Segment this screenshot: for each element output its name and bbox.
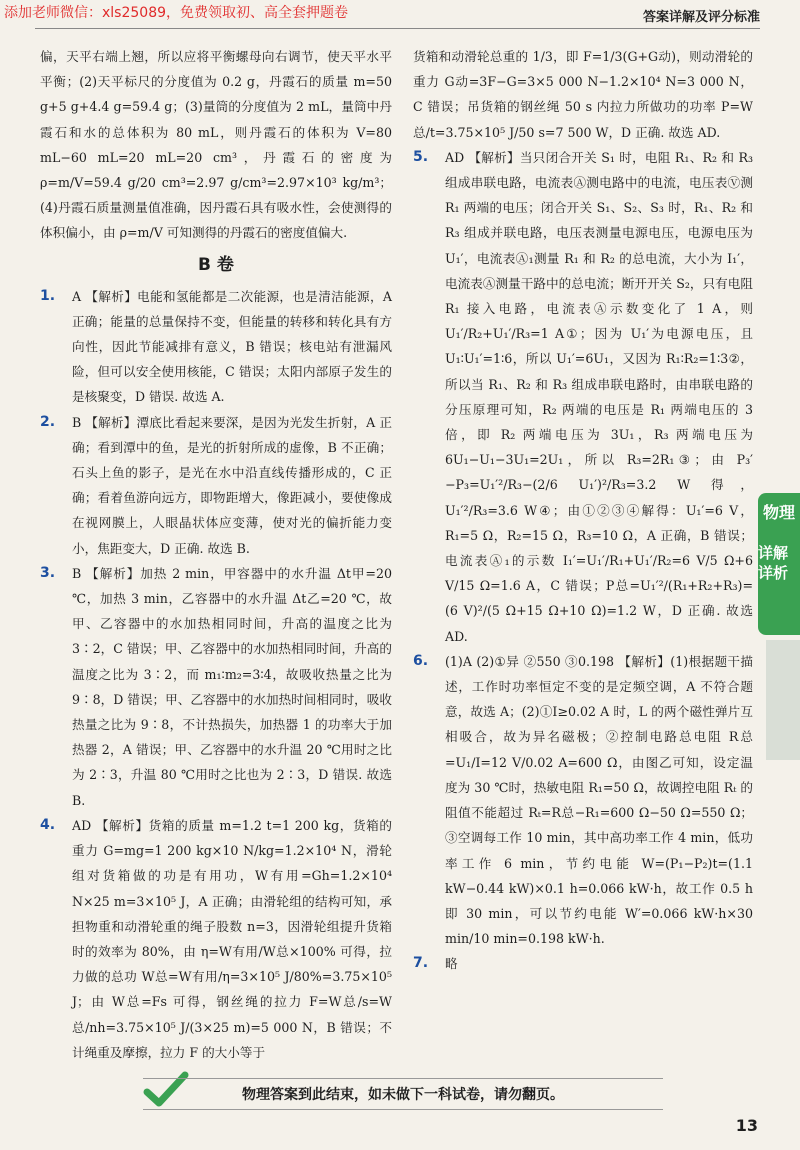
item-text: A 【解析】电能和氢能都是二次能源，也是清洁能源，A 正确；能量的总量保持不变，但能量的转移和转化具有方向性，因此节能减排有意义，B 错误；核电站有泄漏风险，但可以安全使用核能，C 错误；太阳内部原子发生的是核聚变，D 错误. 故选 A. xyxy=(72,288,392,405)
item-text: AD 【解析】当只闭合开关 S₁ 时，电阻 R₁、R₂ 和 R₃ 组成串联电路，电流表Ⓐ测电路中的电流，电压表Ⓥ测 R₁ 两端的电压；闭合开关 S₁、S₂、S₃ 时，R₁、R₂ 和 R₃ 组成并联电路，电压表测量电源电压，电源电压为 U₁′，电流表Ⓐ₁测量 R₁ 和 R₂ 的总电流，大小为 I₁′，电流表Ⓐ测量干路中的总电流；断开开关 S₂，只有电阻 R₁ 接入电路，电流表Ⓐ示数变化了 1 A，则 U₁′/R₂+U₁′/R₃=1 A①；因为 U₁′为电源电压，且 U₁∶U₁′=1∶6，所以 U₁′=6U₁，又因为 R₁∶R₂=1∶3②，所以当 R₁、R₂ 和 R₃ 组成串联电路时，由串联电路的分压原理可知，R₂ 两端的电压是 R₁ 两端电压的 3 倍，即 R₂ 两端电压为 3U₁，R₃ 两端电压为 6U₁−U₁−3U₁=2U₁，所以 R₃=2R₁③；由 P₃′−P₃=U₁′²/R₃−(2/6 U₁′)²/R₃=3.2 W 得，U₁′²/R₃=3.6 W④；由①②③④解得：U₁′=6 V，R₁=5 Ω，R₂=15 Ω，R₃=10 Ω，A 正确，B 错误；电流表Ⓐ₁的示数 I₁′=U₁′/R₁+U₁′/R₂=6 V/5 Ω+6 V/15 Ω=1.6 A，C 错误；P总=U₁′²/(R₁+R₂+R₃)=(6 V)²/(5 Ω+15 Ω+10 Ω)=1.2 W，D 正确. 故选 AD. xyxy=(445,149,753,644)
side-decor-strip xyxy=(766,640,800,760)
item-text: AD 【解析】货箱的质量 m=1.2 t=1 200 kg，货箱的重力 G=mg=1 200 kg×10 N/kg=1.2×10⁴ N，滑轮组对货箱做的功是有用功，W有用=Gh=1.2×10⁴ N×25 m=3×10⁵ J，A 正确；由滑轮组的结构可知，承担物重和动滑轮重的绳子股数 n=3，因滑轮组提升货箱时的效率为 80%，由 η=W有用/W总×100% 可得，拉力做的总功 W总=W有用/η=3×10⁵ J/80%=3.75×10⁵ J；由 W总=Fs 可得，钢丝绳的拉力 F=W总/s=W总/nh=3.75×10⁵ J/(3×25 m)=5 000 N，B 错误；不计绳重及摩擦，拉力 F 的大小等于 xyxy=(72,817,392,1060)
a-section-continuation: 偏，天平右端上翘，所以应将平衡螺母向右调节，使天平水平平衡；(2)天平标尺的分度值为 0.2 g，丹霞石的质量 m=50 g+5 g+4.4 g=59.4 g；(3)量筒的分度值为 2 mL，量筒中丹霞石和水的总体积为 80 mL，则丹霞石的体积为 V=80 mL−60 mL=20 mL=20 cm³，丹霞石的密度为 ρ=m/V=59.4 g/20 cm³=2.97 g/cm³=2.97×10³ kg/m³；(4)丹霞石质量测量值准确，因丹霞石具有吸水性，会使测得的体积偏小，由 ρ=m/V 可知测得的丹霞石的密度值偏大. xyxy=(40,49,392,241)
item-4-continuation: 货箱和动滑轮总重的 1/3，即 F=1/3(G+G动)，则动滑轮的重力 G动=3F−G=3×5 000 N−1.2×10⁴ N=3 000 N，C 错误；吊货箱的钢丝绳 50 s 内拉力所做功的功率 P=W总/t=3.75×10⁵ J/50 s=7 500 W，D 正确. 故选 AD. xyxy=(413,49,753,140)
item-number: 5. xyxy=(413,148,429,165)
answer-item-6 xyxy=(413,649,753,951)
end-of-answers-banner xyxy=(143,1078,663,1110)
item-number: 2. xyxy=(40,413,56,430)
header-divider xyxy=(35,28,760,29)
item-text: (1)A (2)①异 ②550 ③0.198 【解析】(1)根据题干描述，工作时功率恒定不变的是定频空调，A 不符合题意，故选 A；(2)①I≥0.02 A 时，L 的两个磁性弹片互相吸合，故为异名磁极；②控制电路总电阻 R总=U₁/I=12 V/0.02 A=600 Ω，由图乙可知，设定温度为 30 ℃时，热敏电阻 R₁=50 Ω，故调控电阻 Rₜ 的阻值不能超过 Rₜ=R总−R₁=600 Ω−50 Ω=550 Ω；③空调每工作 10 min，其中高功率工作 4 min，低功率工作 6 min，节约电能 W=(P₁−P₂)t=(1.1 kW−0.44 kW)×0.1 h=0.066 kW·h，故工作 0.5 h 即 30 min，可以节约电能 W′=0.066 kW·h×30 min/10 min=0.198 kW·h. xyxy=(445,653,753,947)
section-title-b: B 卷 xyxy=(198,254,234,275)
item-number: 3. xyxy=(40,564,56,581)
answer-item-2 xyxy=(40,410,392,561)
watermark-text: 添加老师微信：xls25089，免费领取初、高全套押题卷 xyxy=(4,5,349,21)
answer-item-7 xyxy=(413,951,753,976)
item-number: 6. xyxy=(413,652,429,669)
right-column xyxy=(413,44,753,977)
answer-item-1 xyxy=(40,284,392,410)
item-number: 7. xyxy=(413,955,429,972)
answer-item-5 xyxy=(413,145,753,649)
item-text: B 【解析】潭底比看起来要深，是因为光发生折射，A 正确；看到潭中的鱼，是光的折射所成的虚像，B 不正确；石头上鱼的影子，是光在水中沿直线传播形成的，C 正确；看着鱼游向远方，即物距增大，像距减小，要使像成在视网膜上，人眼晶状体应变薄，使对光的偏折能力变小，焦距变大，D 正确. 故选 B. xyxy=(72,414,392,556)
banner-text: 物理答案到此结束，如未做下一科试卷，请勿翻页。 xyxy=(242,1087,564,1103)
item-number: 4. xyxy=(40,816,56,833)
page-header-title: 答案详解及评分标准 xyxy=(642,10,760,25)
answer-item-4 xyxy=(40,813,392,1065)
answer-item-3 xyxy=(40,561,392,813)
subject-side-tab xyxy=(758,493,800,635)
item-text: B 【解析】加热 2 min，甲容器中的水升温 Δt甲=20 ℃，加热 3 min，乙容器中的水升温 Δt乙=20 ℃，故甲、乙容器中的水加热相同时间，升高的温度之比为 3∶2，C 错误；甲、乙容器中的水加热相同时间，升高的温度之比为 3∶2，而 m₁∶m₂=3∶4，故吸收热量之比为 9∶8，D 错误；甲、乙容器中的水加热时间相同时，吸收热量之比为 9∶8，不计热损失，加热器 1 的功率大于加热器 2，A 错误；甲、乙容器中的水升温 20 ℃用时之比为 2∶3，升温 80 ℃用时之比也为 2∶3，D 错误. 故选 B. xyxy=(72,565,392,808)
side-tab-subject: 物理 xyxy=(762,503,795,522)
item-number: 1. xyxy=(40,287,56,304)
side-tab-label: 详解详析 xyxy=(758,544,789,582)
item-text: 略 xyxy=(445,956,458,972)
left-column xyxy=(40,44,392,1065)
page-number: 13 xyxy=(735,1116,758,1135)
